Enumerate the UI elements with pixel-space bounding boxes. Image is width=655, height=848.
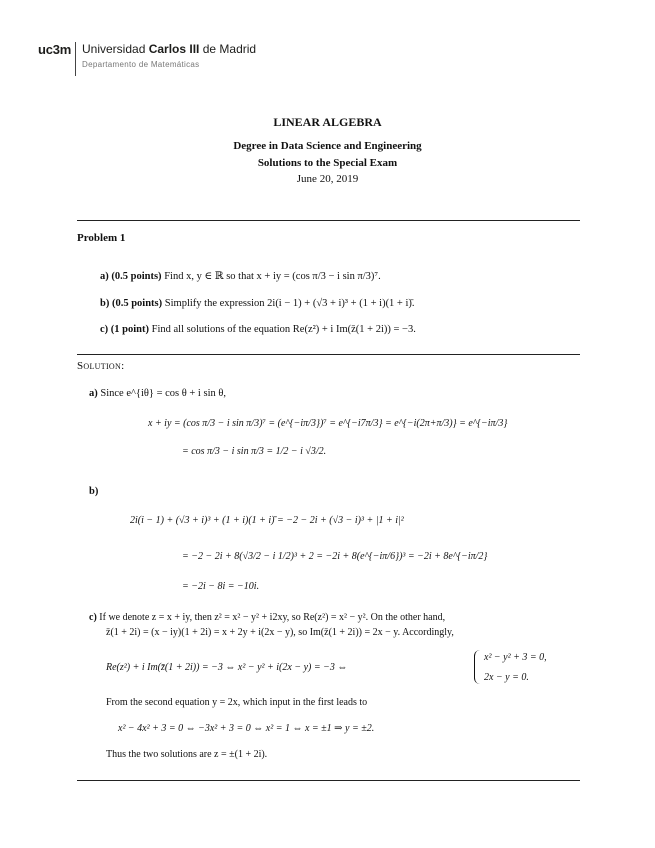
- degree-name: Degree in Data Science and Engineering: [233, 140, 422, 152]
- solution-a-equation-1: x + iy = (cos π/3 − i sin π/3)⁷ = (e^{−iπ/3})⁷ = e^{−i7π/3} = e^{−i(2π+π/3)} = e^{−iπ/3}: [148, 418, 508, 429]
- divider-top: [77, 220, 580, 221]
- solution-c-text-1-line: [89, 612, 445, 623]
- university-prefix: Universidad: [82, 42, 149, 56]
- solution-c-system-1: x² − y² + 3 = 0,: [484, 652, 547, 663]
- solution-heading: Solution:: [77, 360, 125, 372]
- university-name: [82, 42, 256, 56]
- problem-b-label: b): [100, 298, 110, 309]
- university-brand: [38, 42, 257, 69]
- solution-a-intro-line: [89, 388, 226, 399]
- solution-c-text-2: z̄(1 + 2i) = (x − iy)(1 + 2i) = x + 2y + i(2x − y), so Im(z̄(1 + 2i)) = 2x − y. Accordingly,: [106, 627, 454, 638]
- problem-c-label: c): [100, 324, 109, 335]
- divider-bottom: [77, 780, 580, 781]
- solution-c-equation: Re(z²) + i Im(z̄(1 + 2i)) = −3 ⇔ x² − y² + i(2x − y) = −3 ⇔: [106, 662, 348, 673]
- problem-c-points: (1 point): [110, 324, 150, 335]
- problem-b: [100, 298, 415, 309]
- exam-date: June 20, 2019: [296, 173, 359, 185]
- solution-a-label: a): [89, 388, 98, 399]
- solution-b-equation-2: = −2 − 2i + 8(√3/2 − i 1/2)³ + 2 = −2i + 8(e^{−iπ/6})³ = −2i + 8e^{−iπ/2}: [182, 551, 488, 562]
- university-suffix: de Madrid: [199, 42, 257, 56]
- solution-b-label: b): [89, 486, 99, 497]
- department-name: Departamento de Matemáticas: [82, 60, 200, 69]
- problem-a: [100, 270, 381, 282]
- solution-c-conclusion: Thus the two solutions are z = ±(1 + 2i).: [106, 749, 268, 760]
- divider-middle: [77, 354, 580, 355]
- solution-c-equation-chain: x² − 4x² + 3 = 0 ⇔ −3x² + 3 = 0 ⇔ x² = 1 ⇔ x = ±1 ⇒ y = ±2.: [118, 723, 375, 734]
- problem-c: [100, 324, 416, 335]
- solution-b-equation-1: 2i(i − 1) + (√3 + i)³ + (1 + i)(1 + i)̄ = −2 − 2i + (√3 − i)³ + |1 + i|²: [130, 515, 404, 526]
- problem-heading: Problem 1: [77, 232, 126, 244]
- problem-a-points: (0.5 points): [111, 271, 162, 282]
- problem-a-text: Find x, y ∈ ℝ so that x + iy = (cos π/3 − i sin π/3)⁷.: [164, 271, 381, 282]
- problem-c-text: Find all solutions of the equation Re(z²) + i Im(z̄(1 + 2i)) = −3.: [151, 324, 416, 335]
- university-bold: Carlos III: [148, 42, 200, 56]
- brand-divider: [75, 42, 76, 76]
- solution-b-equation-3: = −2i − 8i = −10i.: [182, 581, 260, 592]
- solution-c-label: c): [89, 612, 97, 623]
- solution-c-system-2: 2x − y = 0.: [484, 672, 529, 683]
- exam-name: Solutions to the Special Exam: [257, 157, 398, 169]
- solution-c-text-1: If we denote z = x + iy, then z² = x² − y² + i2xy, so Re(z²) = x² − y². On the other hand,: [99, 612, 446, 623]
- problem-a-label: a): [100, 271, 109, 282]
- problem-b-text: Simplify the expression 2i(i − 1) + (√3 + i)³ + (1 + i)(1 + i)̄.: [164, 298, 415, 309]
- document-title: LINEAR ALGEBRA: [273, 115, 382, 129]
- system-brace: [474, 650, 483, 684]
- solution-a-equation-2: = cos π/3 − i sin π/3 = 1/2 − i √3/2.: [182, 446, 327, 457]
- uc3m-logo: uc3m: [38, 42, 72, 57]
- problem-b-points: (0.5 points): [111, 298, 163, 309]
- solution-a-intro: Since e^{iθ} = cos θ + i sin θ,: [100, 388, 227, 399]
- solution-c-text-3: From the second equation y = 2x, which input in the first leads to: [106, 697, 368, 708]
